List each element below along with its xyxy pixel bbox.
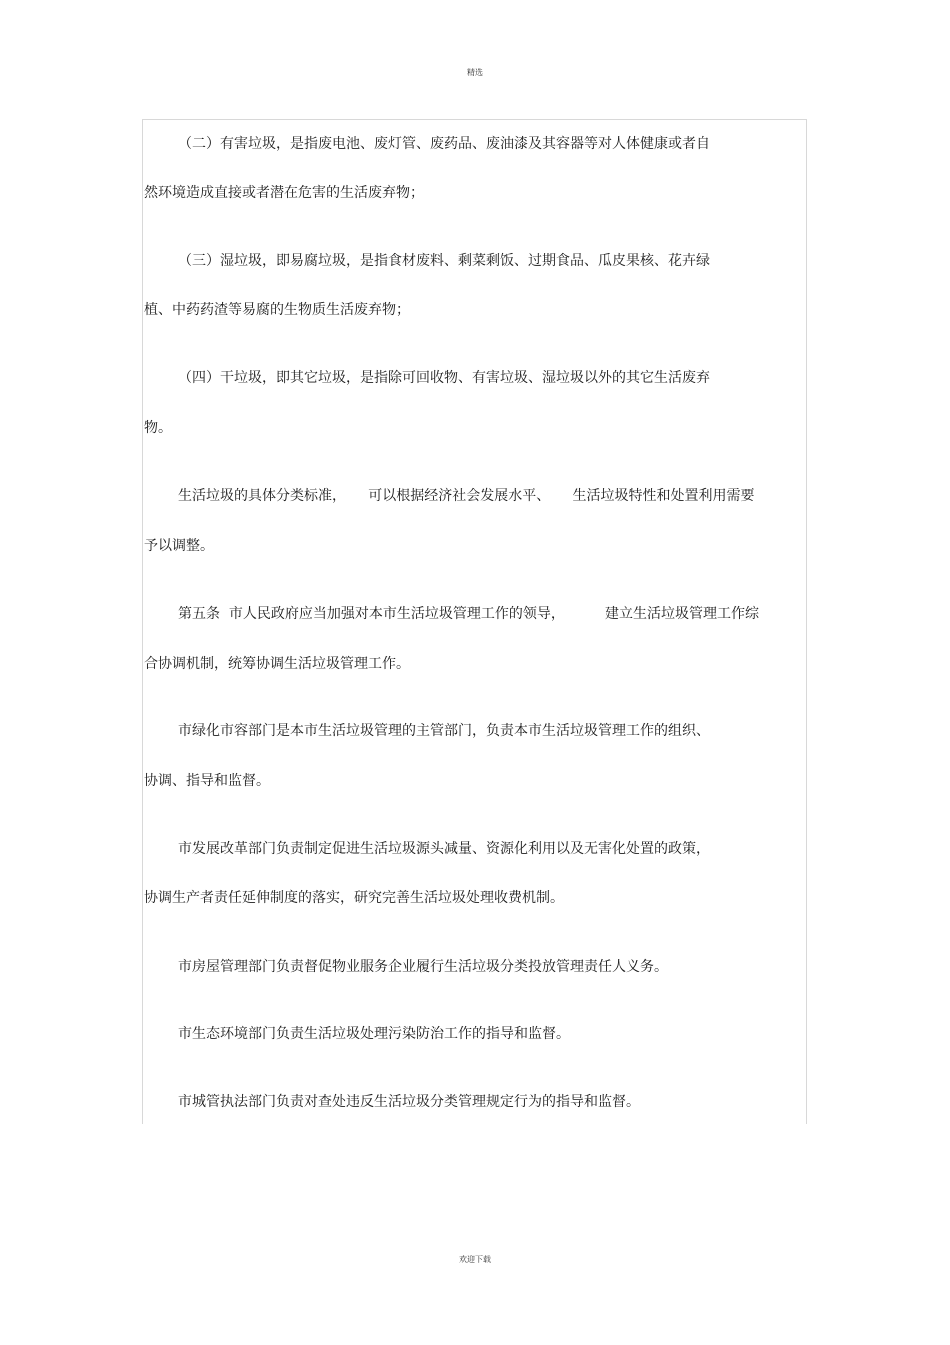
paragraph-line: 协调生产者责任延伸制度的落实，研究完善生活垃圾处理收费机制。	[144, 890, 564, 906]
paragraph-line: 市房屋管理部门负责督促物业服务企业履行生活垃圾分类投放管理责任人义务。	[178, 959, 668, 975]
paragraph-line: （三）湿垃圾，即易腐垃圾，是指食材废料、剩菜剩饭、过期食品、瓜皮果核、花卉绿	[178, 253, 710, 269]
paragraph-line: 物。	[144, 420, 172, 436]
paragraph-line: （四）干垃圾，即其它垃圾，是指除可回收物、有害垃圾、湿垃圾以外的其它生活废弃	[178, 370, 710, 386]
paragraph-line: 然环境造成直接或者潜在危害的生活废弃物；	[144, 185, 424, 201]
paragraph-line: 协调、指导和监督。	[144, 773, 270, 789]
paragraph-line: （二）有害垃圾，是指废电池、废灯管、废药品、废油漆及其容器等对人体健康或者自	[178, 136, 710, 152]
page-footer: 欢迎下载	[459, 1255, 491, 1264]
paragraph-line: 市绿化市容部门是本市生活垃圾管理的主管部门，负责本市生活垃圾管理工作的组织、	[178, 723, 710, 739]
paragraph-line: 合协调机制，统筹协调生活垃圾管理工作。	[144, 656, 410, 672]
page-header: 精选	[467, 68, 483, 77]
paragraph-line: 植、中药药渣等易腐的生物质生活废弃物；	[144, 302, 410, 318]
paragraph-line: 生活垃圾的具体分类标准， 可以根据经济社会发展水平、 生活垃圾特性和处置利用需要	[178, 488, 755, 504]
paragraph-line: 市发展改革部门负责制定促进生活垃圾源头减量、资源化利用以及无害化处置的政策，	[178, 841, 710, 857]
article-line: 第五条 市人民政府应当加强对本市生活垃圾管理工作的领导， 建立生活垃圾管理工作综	[178, 606, 759, 622]
paragraph-line: 市生态环境部门负责生活垃圾处理污染防治工作的指导和监督。	[178, 1026, 570, 1042]
paragraph-line: 予以调整。	[144, 538, 214, 554]
paragraph-line: 市城管执法部门负责对查处违反生活垃圾分类管理规定行为的指导和监督。	[178, 1094, 640, 1110]
